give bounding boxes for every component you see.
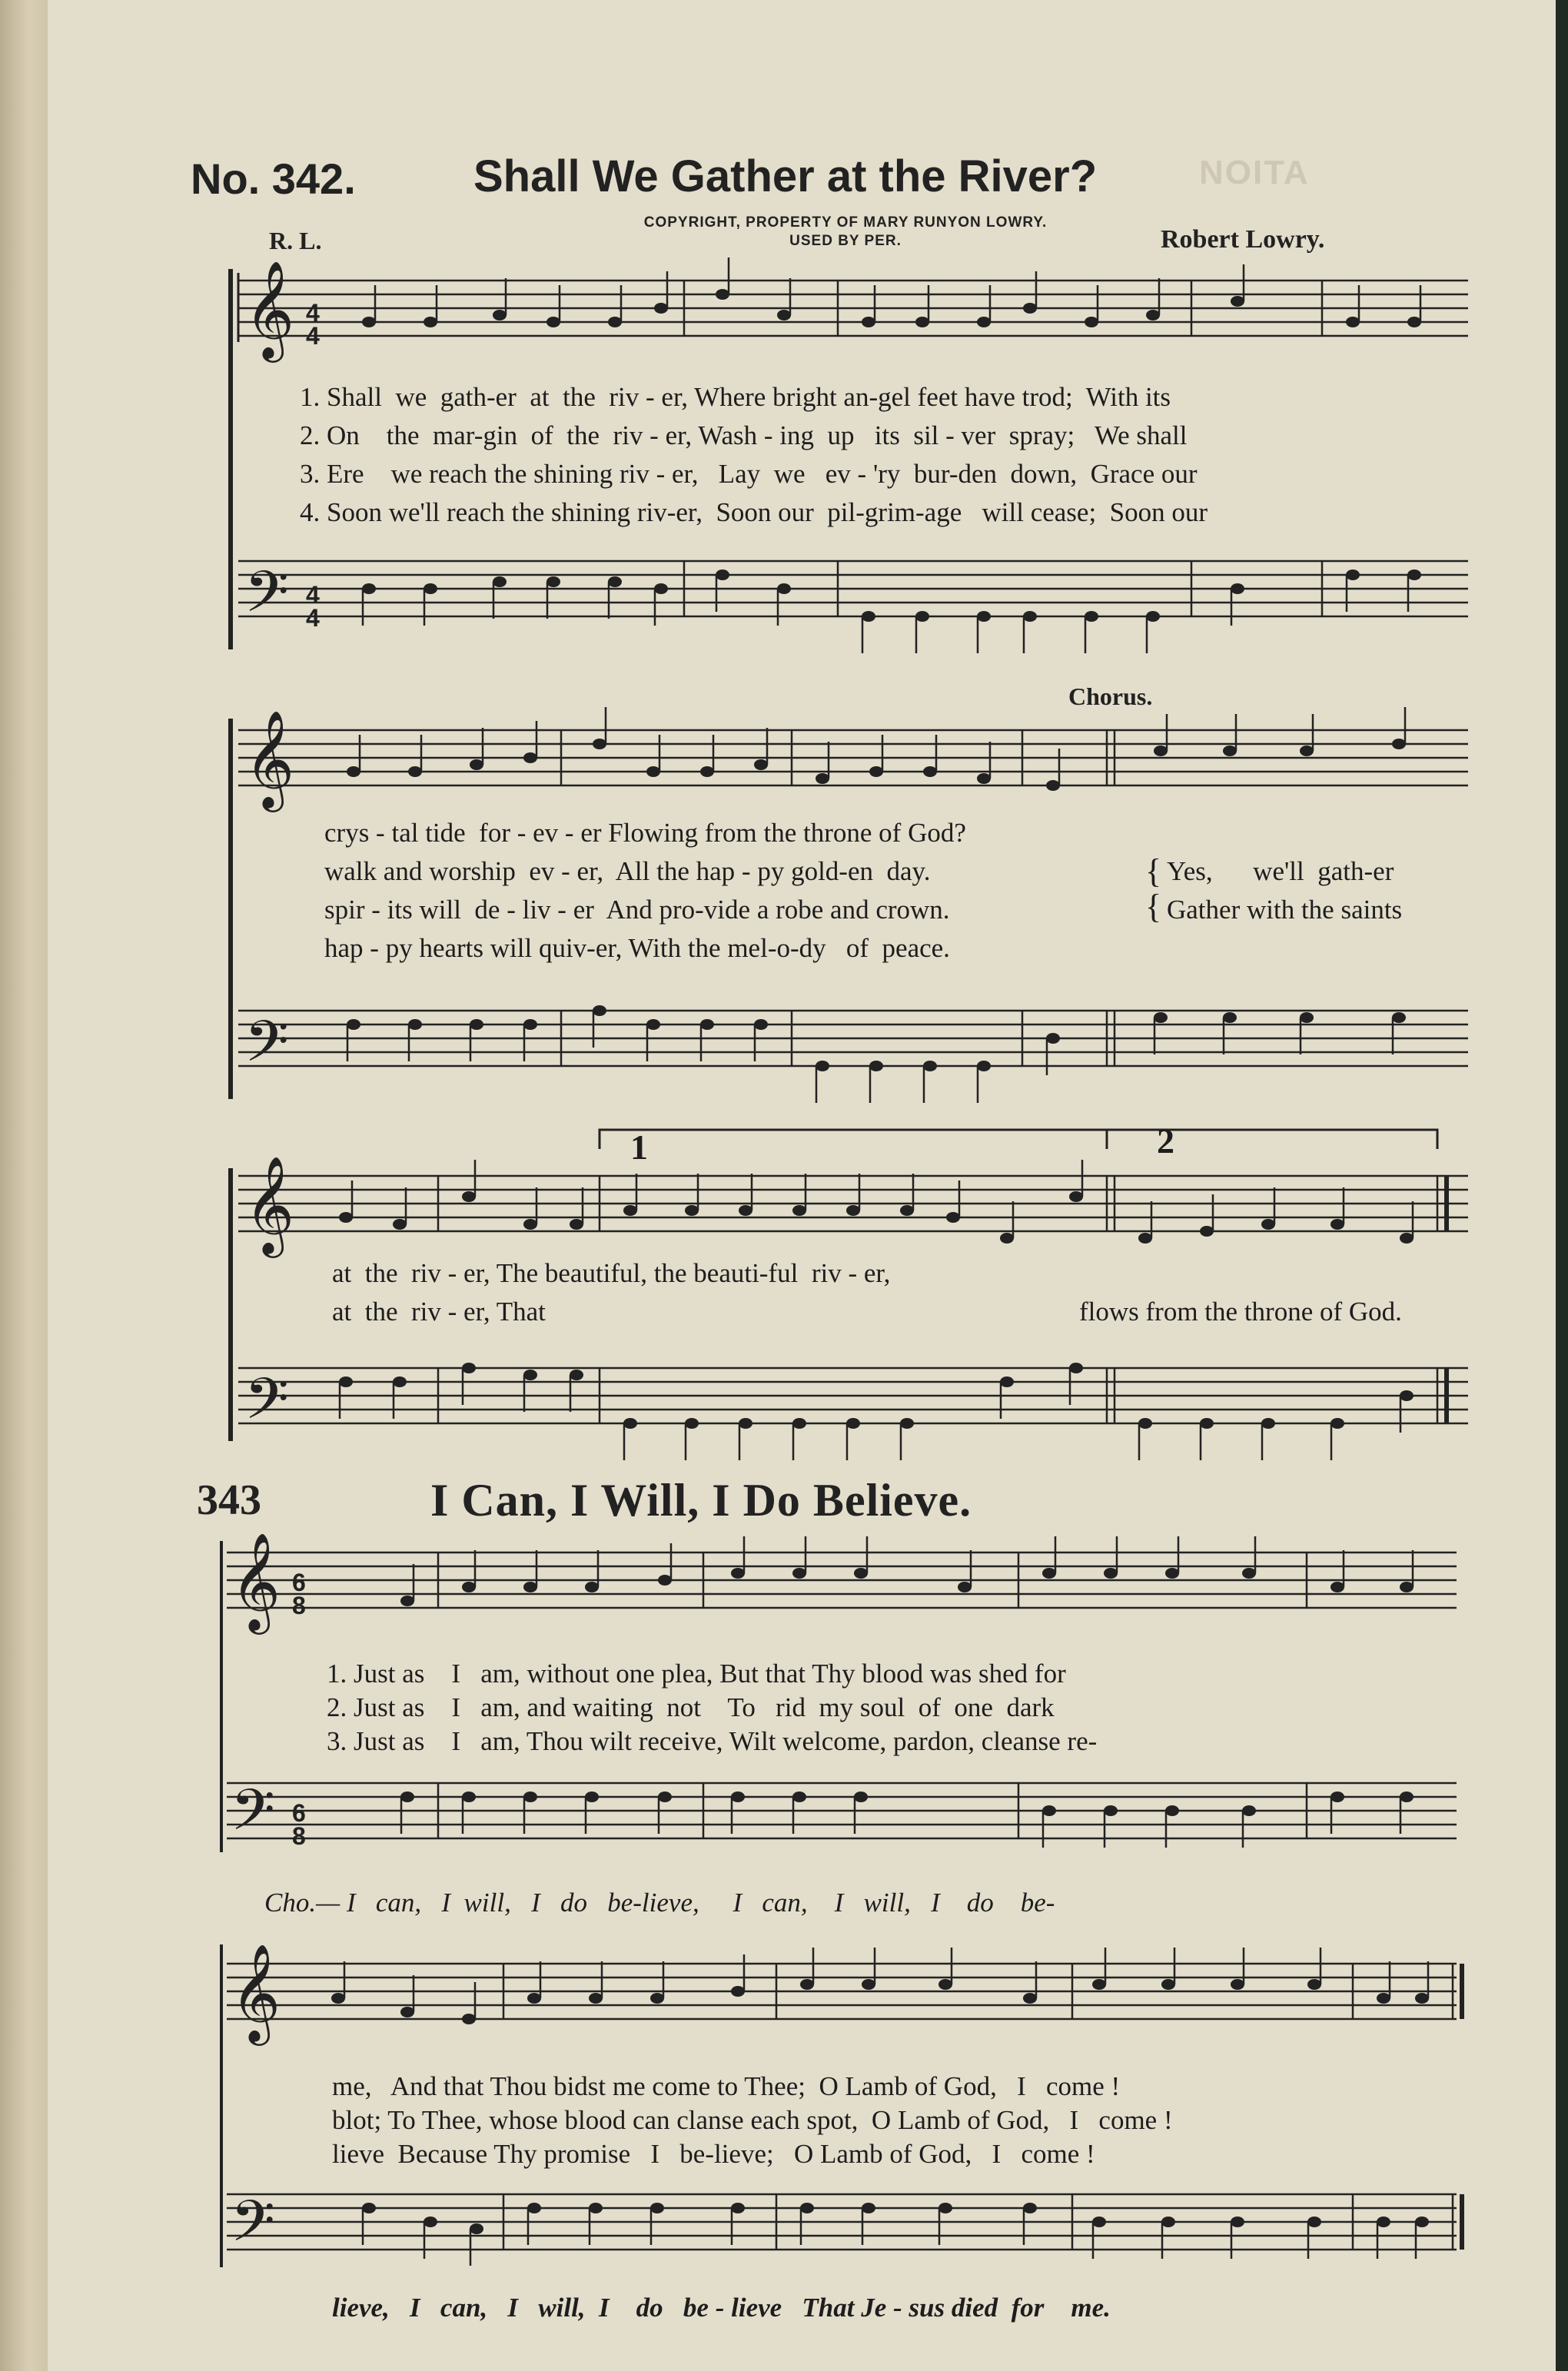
- hymn-343-verse1-line1: 1. Just as I am, without one plea, But that Thy blood was shed for: [327, 1659, 1066, 1689]
- hymn-342-verse4-line2: hap - py hearts will quiv-er, With the mel-o-dy of peace.: [324, 933, 950, 963]
- hymn-343-chorus-line1: Cho.— I can, I will, I do be-lieve, I can, I will, I do be-: [264, 1888, 1055, 1918]
- second-ending-number: 2: [1157, 1121, 1174, 1161]
- chorus-start-line1: Yes, we'll gath-er: [1167, 856, 1394, 886]
- svg-text:4: 4: [306, 604, 320, 632]
- svg-text:𝄢: 𝄢: [244, 559, 289, 639]
- hymn-343-verse3-line1: 3. Just as I am, Thou wilt receive, Wilt welcome, pardon, cleanse re-: [327, 1726, 1098, 1756]
- hymn-342-verse1-line1: 1. Shall we gath-er at the riv - er, Where bright an-gel feet have trod; With its: [300, 382, 1171, 412]
- svg-text:4: 4: [306, 581, 320, 609]
- hymn-343-verse2-line1: 2. Just as I am, and waiting not To rid my soul of one dark: [327, 1692, 1055, 1722]
- svg-text:𝄢: 𝄢: [231, 1777, 275, 1858]
- chorus-line3-verse-a: at the riv - er, The beautiful, the beauti-ful riv - er,: [332, 1258, 891, 1288]
- svg-text:𝄢: 𝄢: [244, 1366, 289, 1446]
- svg-text:8: 8: [292, 1592, 306, 1619]
- hymn-343-verse1-line2: me, And that Thou bidst me come to Thee; O Lamb of God, I come !: [332, 2071, 1121, 2101]
- copyright-line-1: COPYRIGHT, PROPERTY OF MARY RUNYON LOWRY.: [643, 214, 1048, 231]
- copyright-line-2: USED BY PER.: [789, 233, 902, 249]
- svg-text:4: 4: [306, 322, 320, 350]
- hymn-342-verse3-line2: spir - its will de - liv - er And pro-vide a robe and crown.: [324, 895, 950, 925]
- svg-text:6: 6: [292, 1799, 306, 1827]
- svg-text:𝄞: 𝄞: [231, 1943, 281, 2041]
- hymn-343-verse2-line2: blot; To Thee, whose blood can clanse each spot, O Lamb of God, I come !: [332, 2105, 1173, 2135]
- chorus-start-line2: Gather with the saints: [1167, 895, 1403, 925]
- chorus-label: Chorus.: [1068, 682, 1153, 710]
- svg-text:8: 8: [292, 1822, 306, 1850]
- system-1: [231, 257, 1468, 653]
- chorus-brace-bottom: {: [1145, 888, 1162, 925]
- chorus-end: flows from the throne of God.: [1079, 1297, 1402, 1327]
- svg-text:𝄢: 𝄢: [231, 2188, 275, 2269]
- chorus-brace-top: {: [1145, 852, 1162, 890]
- hymn-342-verse3-line1: 3. Ere we reach the shining riv - er, Lay we ev - 'ry bur-den down, Grace our: [300, 459, 1198, 489]
- hymn-342-number: No. 342.: [191, 154, 356, 203]
- svg-text:𝄞: 𝄞: [244, 709, 295, 808]
- chorus-line3-verse-b: at the riv - er, That: [332, 1297, 546, 1327]
- svg-text:𝄞: 𝄞: [244, 260, 295, 358]
- hymn-342-composer: Robert Lowry.: [1161, 225, 1325, 254]
- svg-text:4: 4: [306, 299, 320, 327]
- system-3: [231, 1130, 1468, 1460]
- hymn-342-verse4-line1: 4. Soon we'll reach the shining riv-er, Soon our pil-grim-age will cease; Soon our: [300, 497, 1208, 527]
- hymn-342-verse2-line2: walk and worship ev - er, All the hap - py gold-en day.: [324, 856, 931, 886]
- first-ending-number: 1: [630, 1127, 648, 1167]
- hymn-342-verse1-line2: crys - tal tide for - ev - er Flowing from the throne of God?: [324, 818, 966, 848]
- hymn-343-chorus-line2: lieve, I can, I will, I do be - lieve That Je - sus died for me.: [332, 2293, 1111, 2323]
- hymn-342-verse2-line1: 2. On the mar-gin of the riv - er, Wash - ing up its sil - ver spray; We shall: [300, 420, 1188, 450]
- hymn-343-title: I Can, I Will, I Do Believe.: [430, 1475, 972, 1526]
- svg-text:6: 6: [292, 1569, 306, 1596]
- hymn-343-number: 343: [197, 1476, 261, 1524]
- hymn-342-lyricist: R. L.: [269, 227, 322, 254]
- hymn-343-verse3-line2: lieve Because Thy promise I be-lieve; O Lamb of God, I come !: [332, 2139, 1095, 2169]
- svg-text:𝄢: 𝄢: [244, 1008, 289, 1089]
- svg-text:𝄞: 𝄞: [244, 1155, 295, 1254]
- hymn-342-title: Shall We Gather at the River?: [473, 151, 1098, 201]
- svg-text:𝄞: 𝄞: [231, 1532, 281, 1630]
- bleed-through-text: NOITA: [1199, 154, 1310, 191]
